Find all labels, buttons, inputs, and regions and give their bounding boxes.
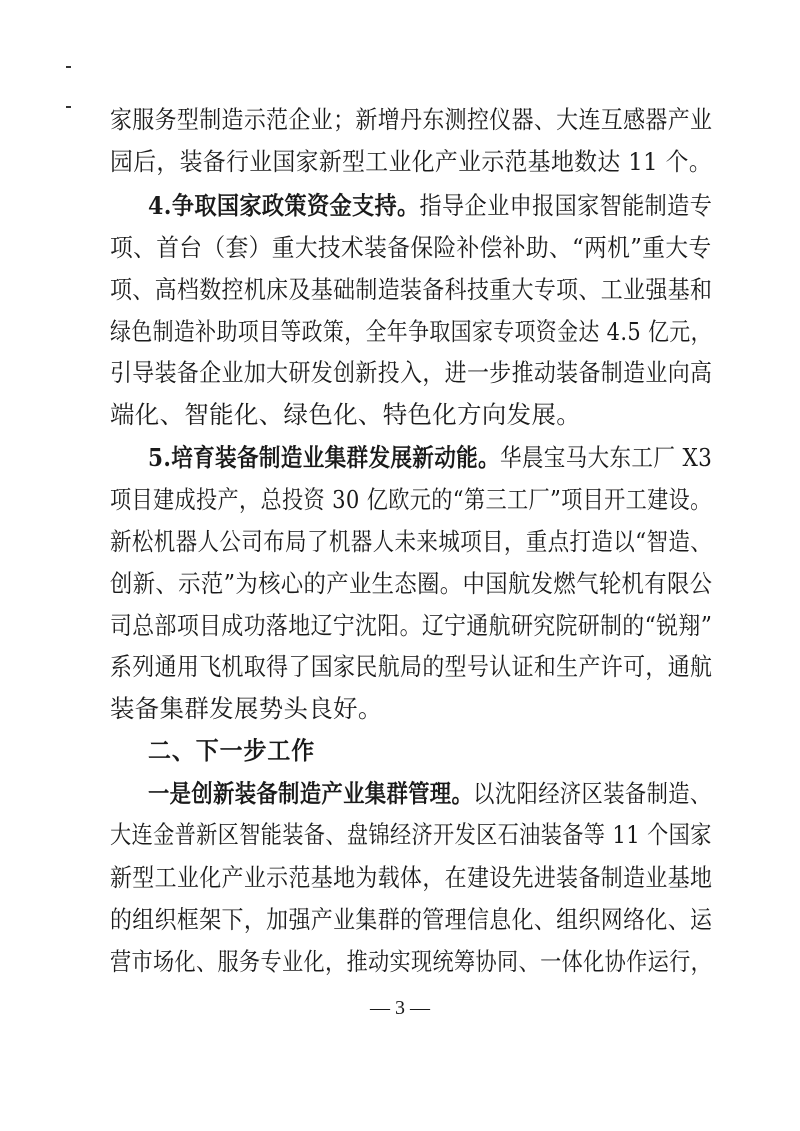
paragraph-line: 司总部项目成功落地辽宁沈阳。辽宁通航研究院研制的“锐翔” xyxy=(110,611,713,640)
item-heading: 5.培育装备制造业集群发展新动能。 xyxy=(148,443,500,472)
paragraph-line: 项、首台（套）重大技术装备保险补偿补助、“两机”重大专 xyxy=(110,233,712,262)
paragraph-line: 营市场化、服务专业化，推动实现统筹协同、一体化协作运行， xyxy=(110,947,713,976)
item-heading: 4.争取国家政策资金支持。 xyxy=(148,191,420,220)
section-item-5: 5.培育装备制造业集群发展新动能。华晨宝马大东工厂 X3 xyxy=(148,443,713,472)
paragraph-line: 绿色制造补助项目等政策，全年争取国家专项资金达 4.5 亿元， xyxy=(110,317,712,346)
paragraph-line: 项目建成投产，总投资 30 亿欧元的“第三工厂”项目开工建设。 xyxy=(110,485,712,514)
paragraph-line: 端化、智能化、绿色化、特色化方向发展。 xyxy=(110,400,582,429)
item-heading: 一是创新装备制造产业集群管理。 xyxy=(148,779,474,808)
paragraph-line: 系列通用飞机取得了国家民航局的型号认证和生产许可，通航 xyxy=(110,652,713,681)
paragraph-line: 新松机器人公司布局了机器人未来城项目，重点打造以“智造、 xyxy=(110,527,713,556)
paragraph-line: 大连金普新区智能装备、盘锦经济开发区石油装备等 11 个国家 xyxy=(110,820,712,849)
paragraph-line: 家服务型制造示范企业；新增丹东测控仪器、大连互感器产业 xyxy=(110,105,713,134)
scan-mark xyxy=(66,66,71,68)
paragraph-line: 园后，装备行业国家新型工业化产业示范基地数达 11 个。 xyxy=(110,147,713,176)
page-number: — 3 — xyxy=(370,997,430,1019)
paragraph-line: 装备集群发展势头良好。 xyxy=(110,694,383,723)
paragraph-line: 新型工业化产业示范基地为载体，在建设先进装备制造业基地 xyxy=(110,863,713,892)
paragraph-line: 项、高档数控机床及基础制造装备科技重大专项、工业强基和 xyxy=(110,275,713,304)
section-item-4: 4.争取国家政策资金支持。指导企业申报国家智能制造专 xyxy=(148,191,713,220)
work-item-1: 一是创新装备制造产业集群管理。以沈阳经济区装备制造、 xyxy=(148,779,712,808)
section-heading: 二、下一步工作 xyxy=(148,736,316,765)
paragraph-line: 的组织框架下，加强产业集群的管理信息化、组织网络化、运 xyxy=(110,905,713,934)
paragraph-line: 引导装备企业加大研发创新投入，进一步推动装备制造业向高 xyxy=(110,358,713,387)
scan-mark xyxy=(66,106,71,108)
paragraph-line: 创新、示范”为核心的产业生态圈。中国航发燃气轮机有限公 xyxy=(110,569,713,598)
